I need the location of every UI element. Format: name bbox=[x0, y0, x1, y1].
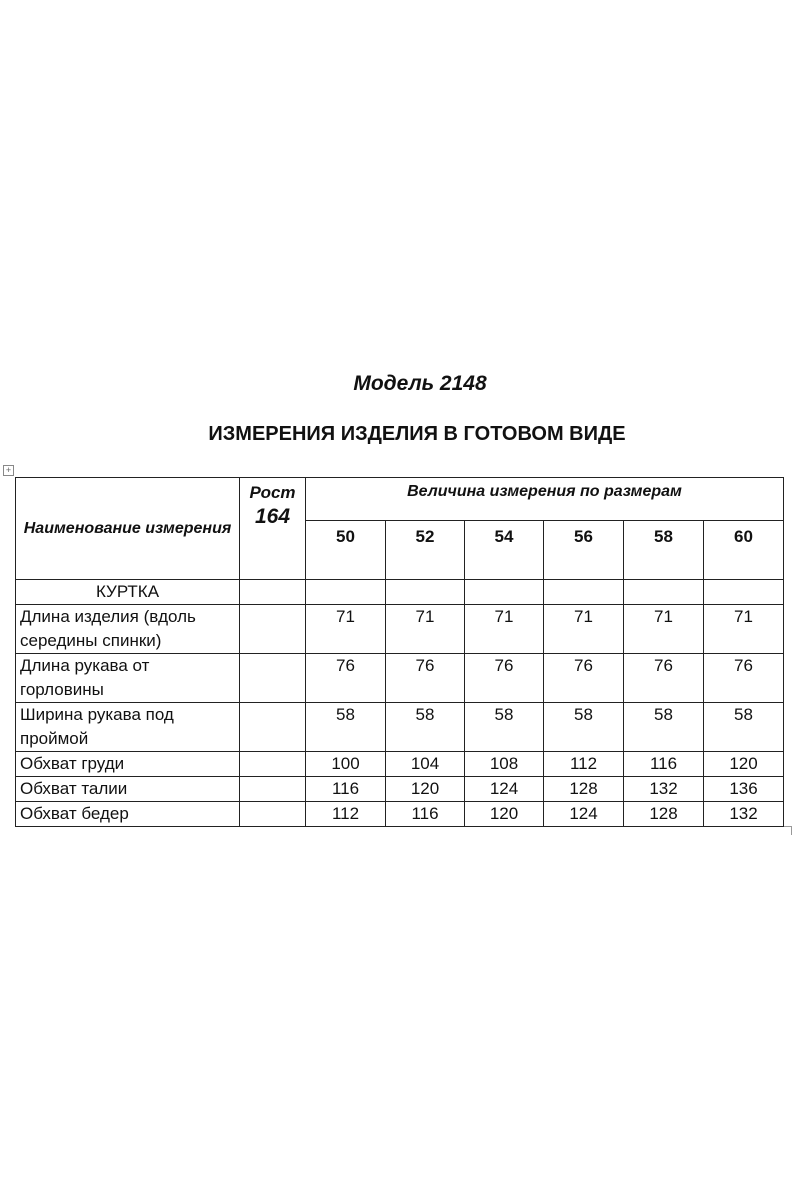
value-cell: 132 bbox=[704, 802, 784, 827]
value-cell: 104 bbox=[386, 752, 465, 777]
model-title: Модель 2148 bbox=[353, 372, 487, 395]
value-cell: 71 bbox=[306, 605, 386, 654]
document-heading: ИЗМЕРЕНИЯ ИЗДЕЛИЯ В ГОТОВОМ ВИДЕ bbox=[208, 423, 626, 445]
table-row bbox=[16, 654, 784, 703]
header-height-value: 164 bbox=[254, 505, 291, 528]
row-name: Обхват груди bbox=[16, 752, 240, 777]
header-row bbox=[16, 478, 784, 521]
size-cell: 56 bbox=[544, 521, 624, 580]
row-name: Обхват талии bbox=[16, 777, 240, 802]
value-cell: 71 bbox=[624, 605, 704, 654]
value-cell: 58 bbox=[386, 703, 465, 752]
value-cell: 120 bbox=[704, 752, 784, 777]
table-move-handle-icon[interactable]: + bbox=[3, 465, 14, 476]
section-label: КУРТКА bbox=[16, 580, 240, 605]
value-cell: 58 bbox=[624, 703, 704, 752]
size-cell: 58 bbox=[624, 521, 704, 580]
value-cell: 132 bbox=[624, 777, 704, 802]
header-measurement-name: Наименование измерения bbox=[16, 478, 240, 580]
value-cell: 76 bbox=[465, 654, 544, 703]
value-cell: 58 bbox=[306, 703, 386, 752]
value-cell: 76 bbox=[704, 654, 784, 703]
value-cell: 112 bbox=[544, 752, 624, 777]
value-cell: 58 bbox=[544, 703, 624, 752]
value-cell: 58 bbox=[465, 703, 544, 752]
value-cell: 112 bbox=[306, 802, 386, 827]
value-cell: 120 bbox=[465, 802, 544, 827]
value-cell: 76 bbox=[306, 654, 386, 703]
table-row bbox=[16, 703, 784, 752]
value-cell: 58 bbox=[704, 703, 784, 752]
table-row bbox=[16, 752, 784, 777]
row-name: Ширина рукава под проймой bbox=[16, 703, 240, 752]
value-cell: 71 bbox=[704, 605, 784, 654]
table-row bbox=[16, 605, 784, 654]
size-cell: 50 bbox=[306, 521, 386, 580]
value-cell: 76 bbox=[386, 654, 465, 703]
value-cell: 71 bbox=[544, 605, 624, 654]
row-name: Длина изделия (вдоль середины спинки) bbox=[16, 605, 240, 654]
table-row bbox=[16, 777, 784, 802]
header-height-label: Рост bbox=[249, 483, 296, 502]
value-cell: 76 bbox=[624, 654, 704, 703]
table-row bbox=[16, 802, 784, 827]
section-row bbox=[16, 580, 784, 605]
value-cell: 128 bbox=[624, 802, 704, 827]
value-cell: 128 bbox=[544, 777, 624, 802]
value-cell: 116 bbox=[386, 802, 465, 827]
size-cell: 60 bbox=[704, 521, 784, 580]
value-cell: 124 bbox=[544, 802, 624, 827]
size-cell: 52 bbox=[386, 521, 465, 580]
row-name: Длина рукава от горловины bbox=[16, 654, 240, 703]
measurements-table bbox=[15, 477, 784, 827]
value-cell: 71 bbox=[386, 605, 465, 654]
value-cell: 76 bbox=[544, 654, 624, 703]
value-cell: 136 bbox=[704, 777, 784, 802]
value-cell: 116 bbox=[624, 752, 704, 777]
value-cell: 116 bbox=[306, 777, 386, 802]
row-name: Обхват бедер bbox=[16, 802, 240, 827]
value-cell: 124 bbox=[465, 777, 544, 802]
value-cell: 100 bbox=[306, 752, 386, 777]
table-resize-handle-icon[interactable] bbox=[783, 826, 792, 835]
value-cell: 71 bbox=[465, 605, 544, 654]
header-sizes: Величина измерения по размерам bbox=[306, 478, 784, 521]
size-cell: 54 bbox=[465, 521, 544, 580]
value-cell: 108 bbox=[465, 752, 544, 777]
header-height bbox=[240, 478, 306, 580]
value-cell: 120 bbox=[386, 777, 465, 802]
